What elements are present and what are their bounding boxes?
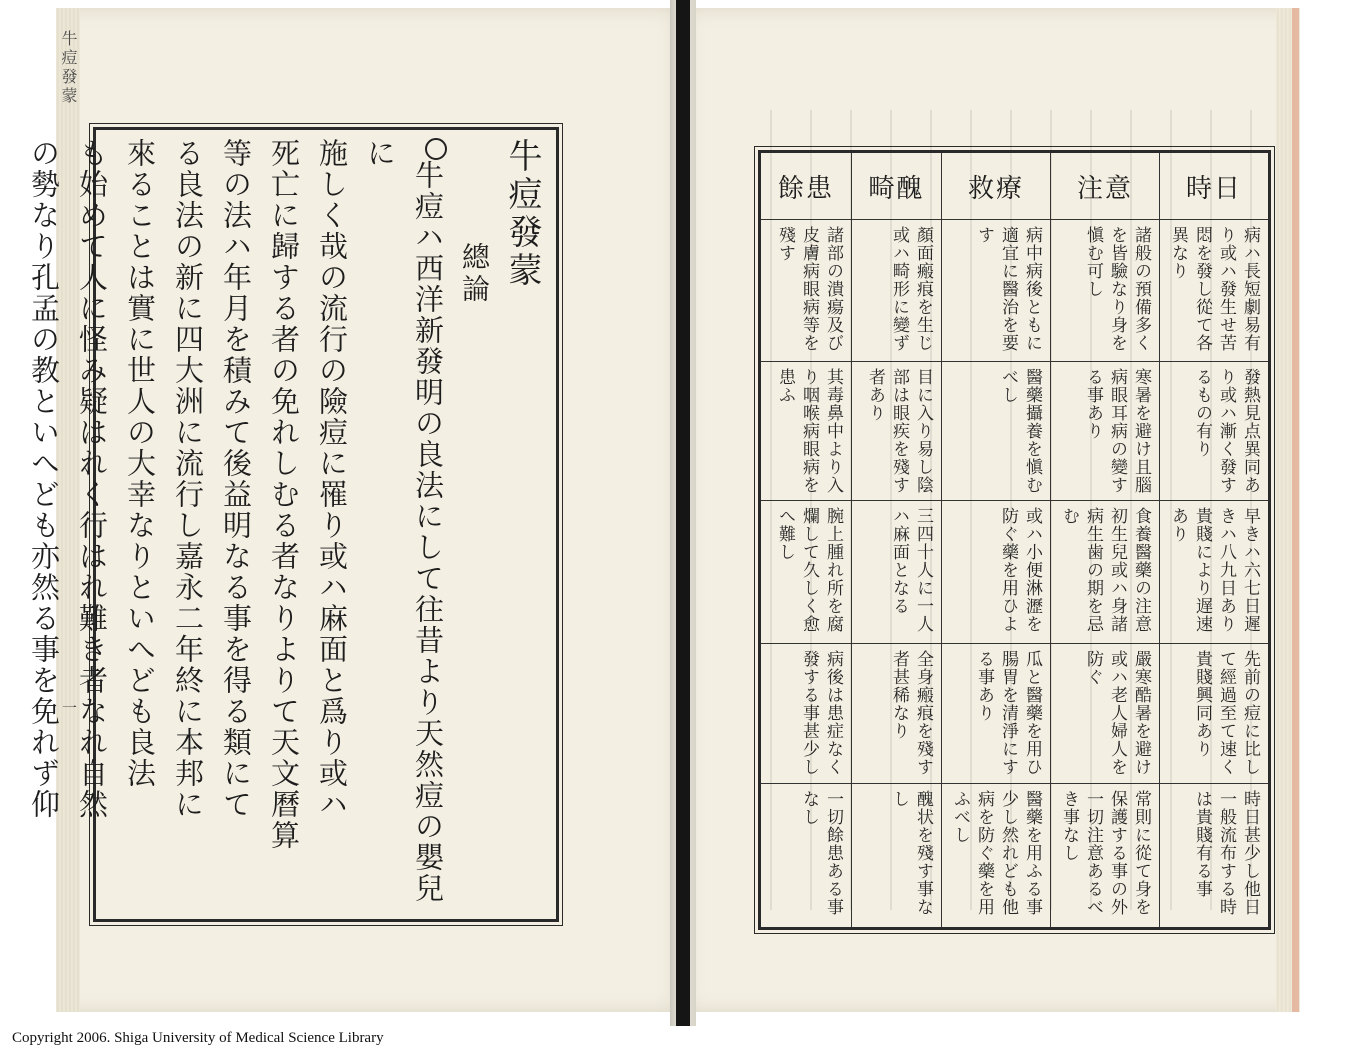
table-cell: 病中病後ともに適宜に醫治を要す: [941, 220, 1050, 362]
table-cell: 諸部の潰瘍及び皮膚病眼病等を殘す: [761, 220, 851, 362]
header-cell: 畸醜: [851, 153, 941, 220]
header-cell: 救療: [941, 153, 1050, 220]
table-cell: 醫藥を用ふる事少し然れども他病を防ぐ藥を用ふべし: [941, 784, 1050, 927]
text-line-1: [356, 138, 452, 911]
comparison-table: [758, 150, 1271, 930]
table-cell: 腕上腫れ所を腐爛して久しく愈へ難し: [761, 501, 851, 644]
table-cell: 食養醫藥の注意初生兒或ハ身諸病生歯の期を忌む: [1050, 501, 1159, 644]
book-title: 牛痘發蒙: [502, 138, 542, 290]
text-line-8: の勢なり孔孟の教といへども亦然る事を免れず仰: [27, 138, 61, 820]
bookmark-ribbon: [676, 0, 690, 1026]
header-cell: 時日: [1159, 153, 1268, 220]
table-cell: 顏面瘢痕を生じ或ハ畸形に變ず: [851, 220, 941, 362]
table-cell: 三四十人に一人ハ麻面となる: [851, 501, 941, 644]
section-label: 總論: [458, 242, 491, 306]
text-line-3: 死亡に歸する者の免れしむる者なりよりて天文曆算: [267, 138, 301, 851]
table-cell: 一切餘患ある事なし: [799, 790, 843, 916]
table-cell: 醫藥攝養を愼むべし: [941, 362, 1050, 501]
text-line-4: 等の法ハ年月を積みて後益明なる事を得る類にて: [219, 138, 253, 820]
table-cell: 病後は患症なく發する事甚少し: [761, 644, 851, 784]
table-cell: 常則に從て身を保護する事の外一切注意あるべき事なし: [1050, 784, 1159, 927]
table-cell: 嚴寒酷暑を避け或ハ老人婦人を防ぐ: [1050, 644, 1159, 784]
text-line-7: も始めて人に怪み疑はれく行はれ難き者なれ自然: [75, 138, 109, 820]
running-head: 牛痘發蒙: [59, 30, 78, 106]
vertical-text: [27, 130, 556, 919]
header-cell: 餘患: [761, 153, 851, 220]
table-cell: 寒暑を避け且腦病眼耳病の變する事あり: [1050, 362, 1159, 501]
table-grid: [761, 153, 1268, 927]
table-cell: 病ハ長短劇易有り或ハ發生せ苦悶を發し從て各異なり: [1159, 220, 1268, 362]
text-line-1-content: 牛痘ハ西洋新發明の良法にして往昔より天然痘の嬰兒に: [363, 138, 445, 904]
table-cell: 早きハ六七日遲きハ八九日あり貴賤により遅速あり: [1159, 501, 1268, 644]
table-cell: 諸般の預備多くを皆驗なり身を愼む可し: [1050, 220, 1159, 362]
text-line-2: 施しく哉の流行の險痘に罹り或ハ麻面と爲り或ハ: [315, 138, 349, 820]
table-cell: 發熱見点異同あり或ハ漸く發するもの有り: [1159, 362, 1268, 501]
text-line-6: 來ることは實に世人の大幸なりといへども良法: [123, 138, 157, 789]
copyright-notice: Copyright 2006. Shiga University of Medical Science Library: [12, 1030, 384, 1046]
circle-mark-icon: [425, 138, 447, 160]
table-cell: 或ハ小便淋瀝を防ぐ藥を用ひよ: [941, 501, 1050, 644]
right-cover-edge: [1292, 8, 1299, 1012]
header-cell: 注意: [1050, 153, 1159, 220]
section-heading: [452, 138, 496, 911]
page-folio: 一: [60, 700, 78, 715]
table-cell: 全身瘢痕を殘す者甚稀なり: [851, 644, 941, 784]
table-cell: 其毒鼻中より入り咽喉病眼病を患ふ: [761, 362, 851, 501]
table-cell: 目に入り易し陰部は眼疾を殘す者あり: [851, 362, 941, 501]
table-cell: 瓜と醫藥を用ひ腸胃を清淨にする事あり: [941, 644, 1050, 784]
table-cell: 時日甚少し他日一般流布する時は貴賤有る事: [1159, 784, 1268, 927]
main-text-block: [27, 127, 559, 922]
table-cell: 先前の痘に比して經過至て速く貴賤興同あり: [1159, 644, 1268, 784]
text-line-5: る良法の新に四大洲に流行し嘉永二年終に本邦に: [171, 138, 205, 820]
table-cell: 醜状を殘す事なし: [851, 784, 941, 927]
